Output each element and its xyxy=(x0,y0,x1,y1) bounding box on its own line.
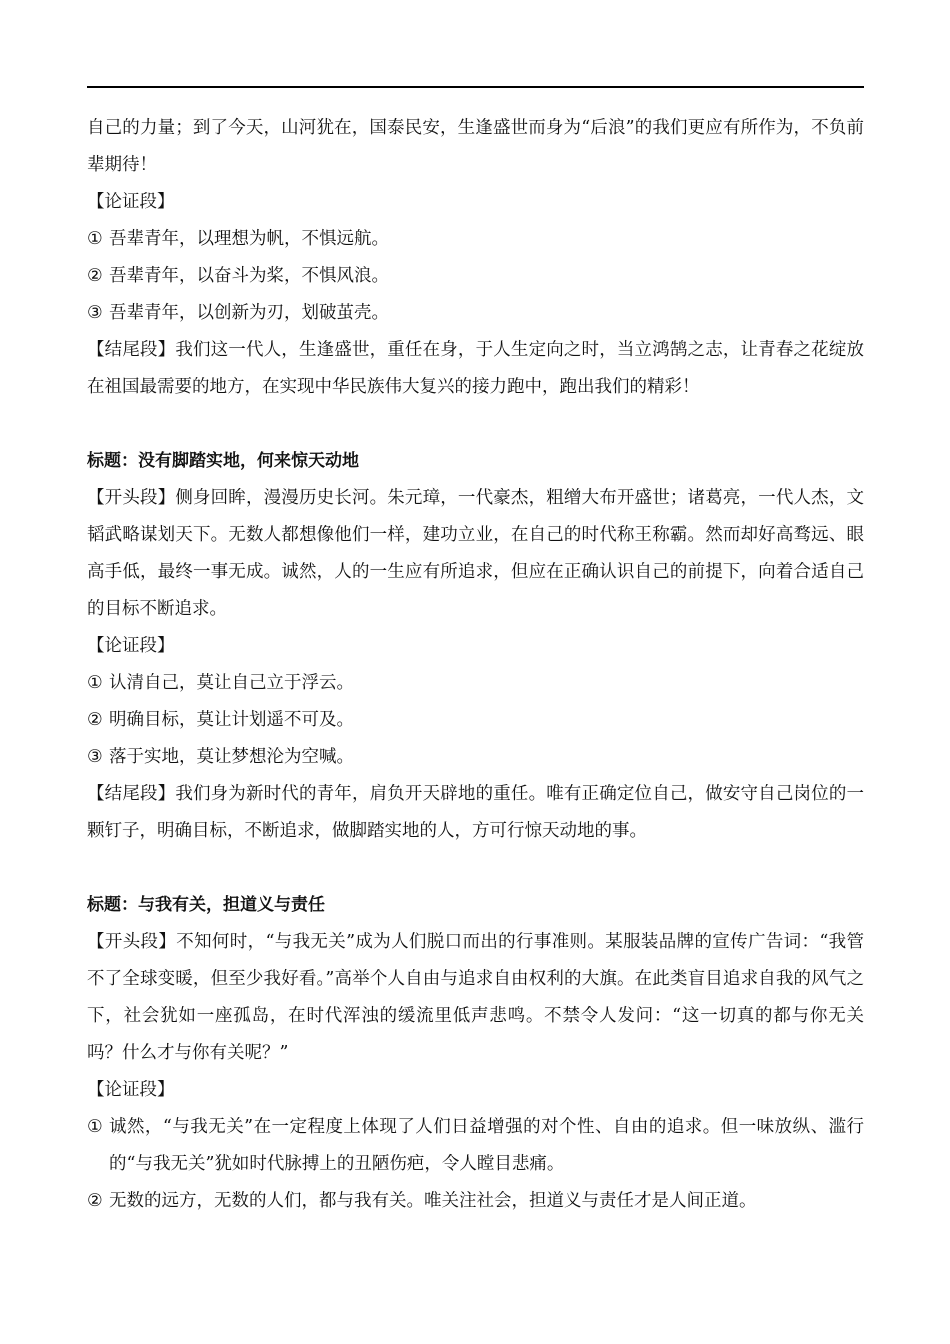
point-number: ① xyxy=(87,673,103,693)
section1-point xyxy=(87,295,864,332)
point-number: ② xyxy=(87,710,103,730)
point-number: ② xyxy=(87,266,103,286)
section2-ending: 【结尾段】我们身为新时代的青年，肩负开天辟地的重任。唯有正确定位自己，做安守自己岗位的一颗钉子，明确目标，不断追求，做脚踏实地的人，方可行惊天动地的事。 xyxy=(87,784,864,841)
header-rule xyxy=(87,86,864,88)
point-text: 吾辈青年，以创新为刃，划破茧壳。 xyxy=(109,303,389,323)
section2-point xyxy=(87,739,864,776)
point-text: 无数的远方，无数的人们，都与我有关。唯关注社会，担道义与责任才是人间正道。 xyxy=(109,1191,757,1211)
section3-title: 标题：与我有关，担道义与责任 xyxy=(87,895,325,915)
section3-point xyxy=(87,1183,864,1220)
point-text: 认清自己，莫让自己立于浮云。 xyxy=(109,673,354,693)
point-text: 明确目标，莫让计划遥不可及。 xyxy=(109,710,354,730)
section3-argument-heading: 【论证段】 xyxy=(87,1080,175,1100)
section1-point xyxy=(87,221,864,258)
point-number: ③ xyxy=(87,747,103,767)
section1-continued-text: 自己的力量；到了今天，山河犹在，国泰民安，生逢盛世而身为“后浪”的我们更应有所作为，不负前辈期待！ xyxy=(87,118,864,175)
point-text: 诚然，“与我无关”在一定程度上体现了人们日益增强的对个性、自由的追求。但一味放纵、滥行的“与我无关”犹如时代脉搏上的丑陋伤疤，令人瞠目悲痛。 xyxy=(109,1117,864,1174)
point-number: ② xyxy=(87,1191,103,1211)
point-text: 吾辈青年，以奋斗为桨，不惧风浪。 xyxy=(109,266,389,286)
section1-ending: 【结尾段】我们这一代人，生逢盛世，重任在身，于人生定向之时，当立鸿鹄之志，让青春之花绽放在祖国最需要的地方，在实现中华民族伟大复兴的接力跑中，跑出我们的精彩！ xyxy=(87,340,864,397)
document-body xyxy=(87,110,864,1220)
section2-argument-heading: 【论证段】 xyxy=(87,636,175,656)
point-text: 吾辈青年，以理想为帆，不惧远航。 xyxy=(109,229,389,249)
section1-point xyxy=(87,258,864,295)
point-text: 落于实地，莫让梦想沦为空喊。 xyxy=(109,747,354,767)
section2-point xyxy=(87,665,864,702)
section-spacer xyxy=(87,406,864,443)
section2-opening: 【开头段】侧身回眸，漫漫历史长河。朱元璋，一代豪杰，粗缯大布开盛世；诸葛亮，一代人杰，文韬武略谋划天下。无数人都想像他们一样，建功立业，在自己的时代称王称霸。然而却好高骛远、眼高手低，最终一事无成。诚然，人的一生应有所追求，但应在正确认识自己的前提下，向着合适自己的目标不断追求。 xyxy=(87,488,864,619)
section3-point xyxy=(87,1109,864,1183)
point-number: ③ xyxy=(87,303,103,323)
point-number: ① xyxy=(87,1117,103,1137)
section1-argument-heading: 【论证段】 xyxy=(87,192,175,212)
section2-point xyxy=(87,702,864,739)
section3-opening: 【开头段】不知何时，“与我无关”成为人们脱口而出的行事准则。某服装品牌的宣传广告词：“我管不了全球变暖，但至少我好看。”高举个人自由与追求自由权利的大旗。在此类盲目追求自我的风气之下，社会犹如一座孤岛，在时代浑浊的缓流里低声悲鸣。不禁令人发问：“这一切真的都与你无关吗？什么才与你有关呢？” xyxy=(87,932,864,1063)
section-spacer xyxy=(87,850,864,887)
section2-title: 标题：没有脚踏实地，何来惊天动地 xyxy=(87,451,359,471)
point-number: ① xyxy=(87,229,103,249)
